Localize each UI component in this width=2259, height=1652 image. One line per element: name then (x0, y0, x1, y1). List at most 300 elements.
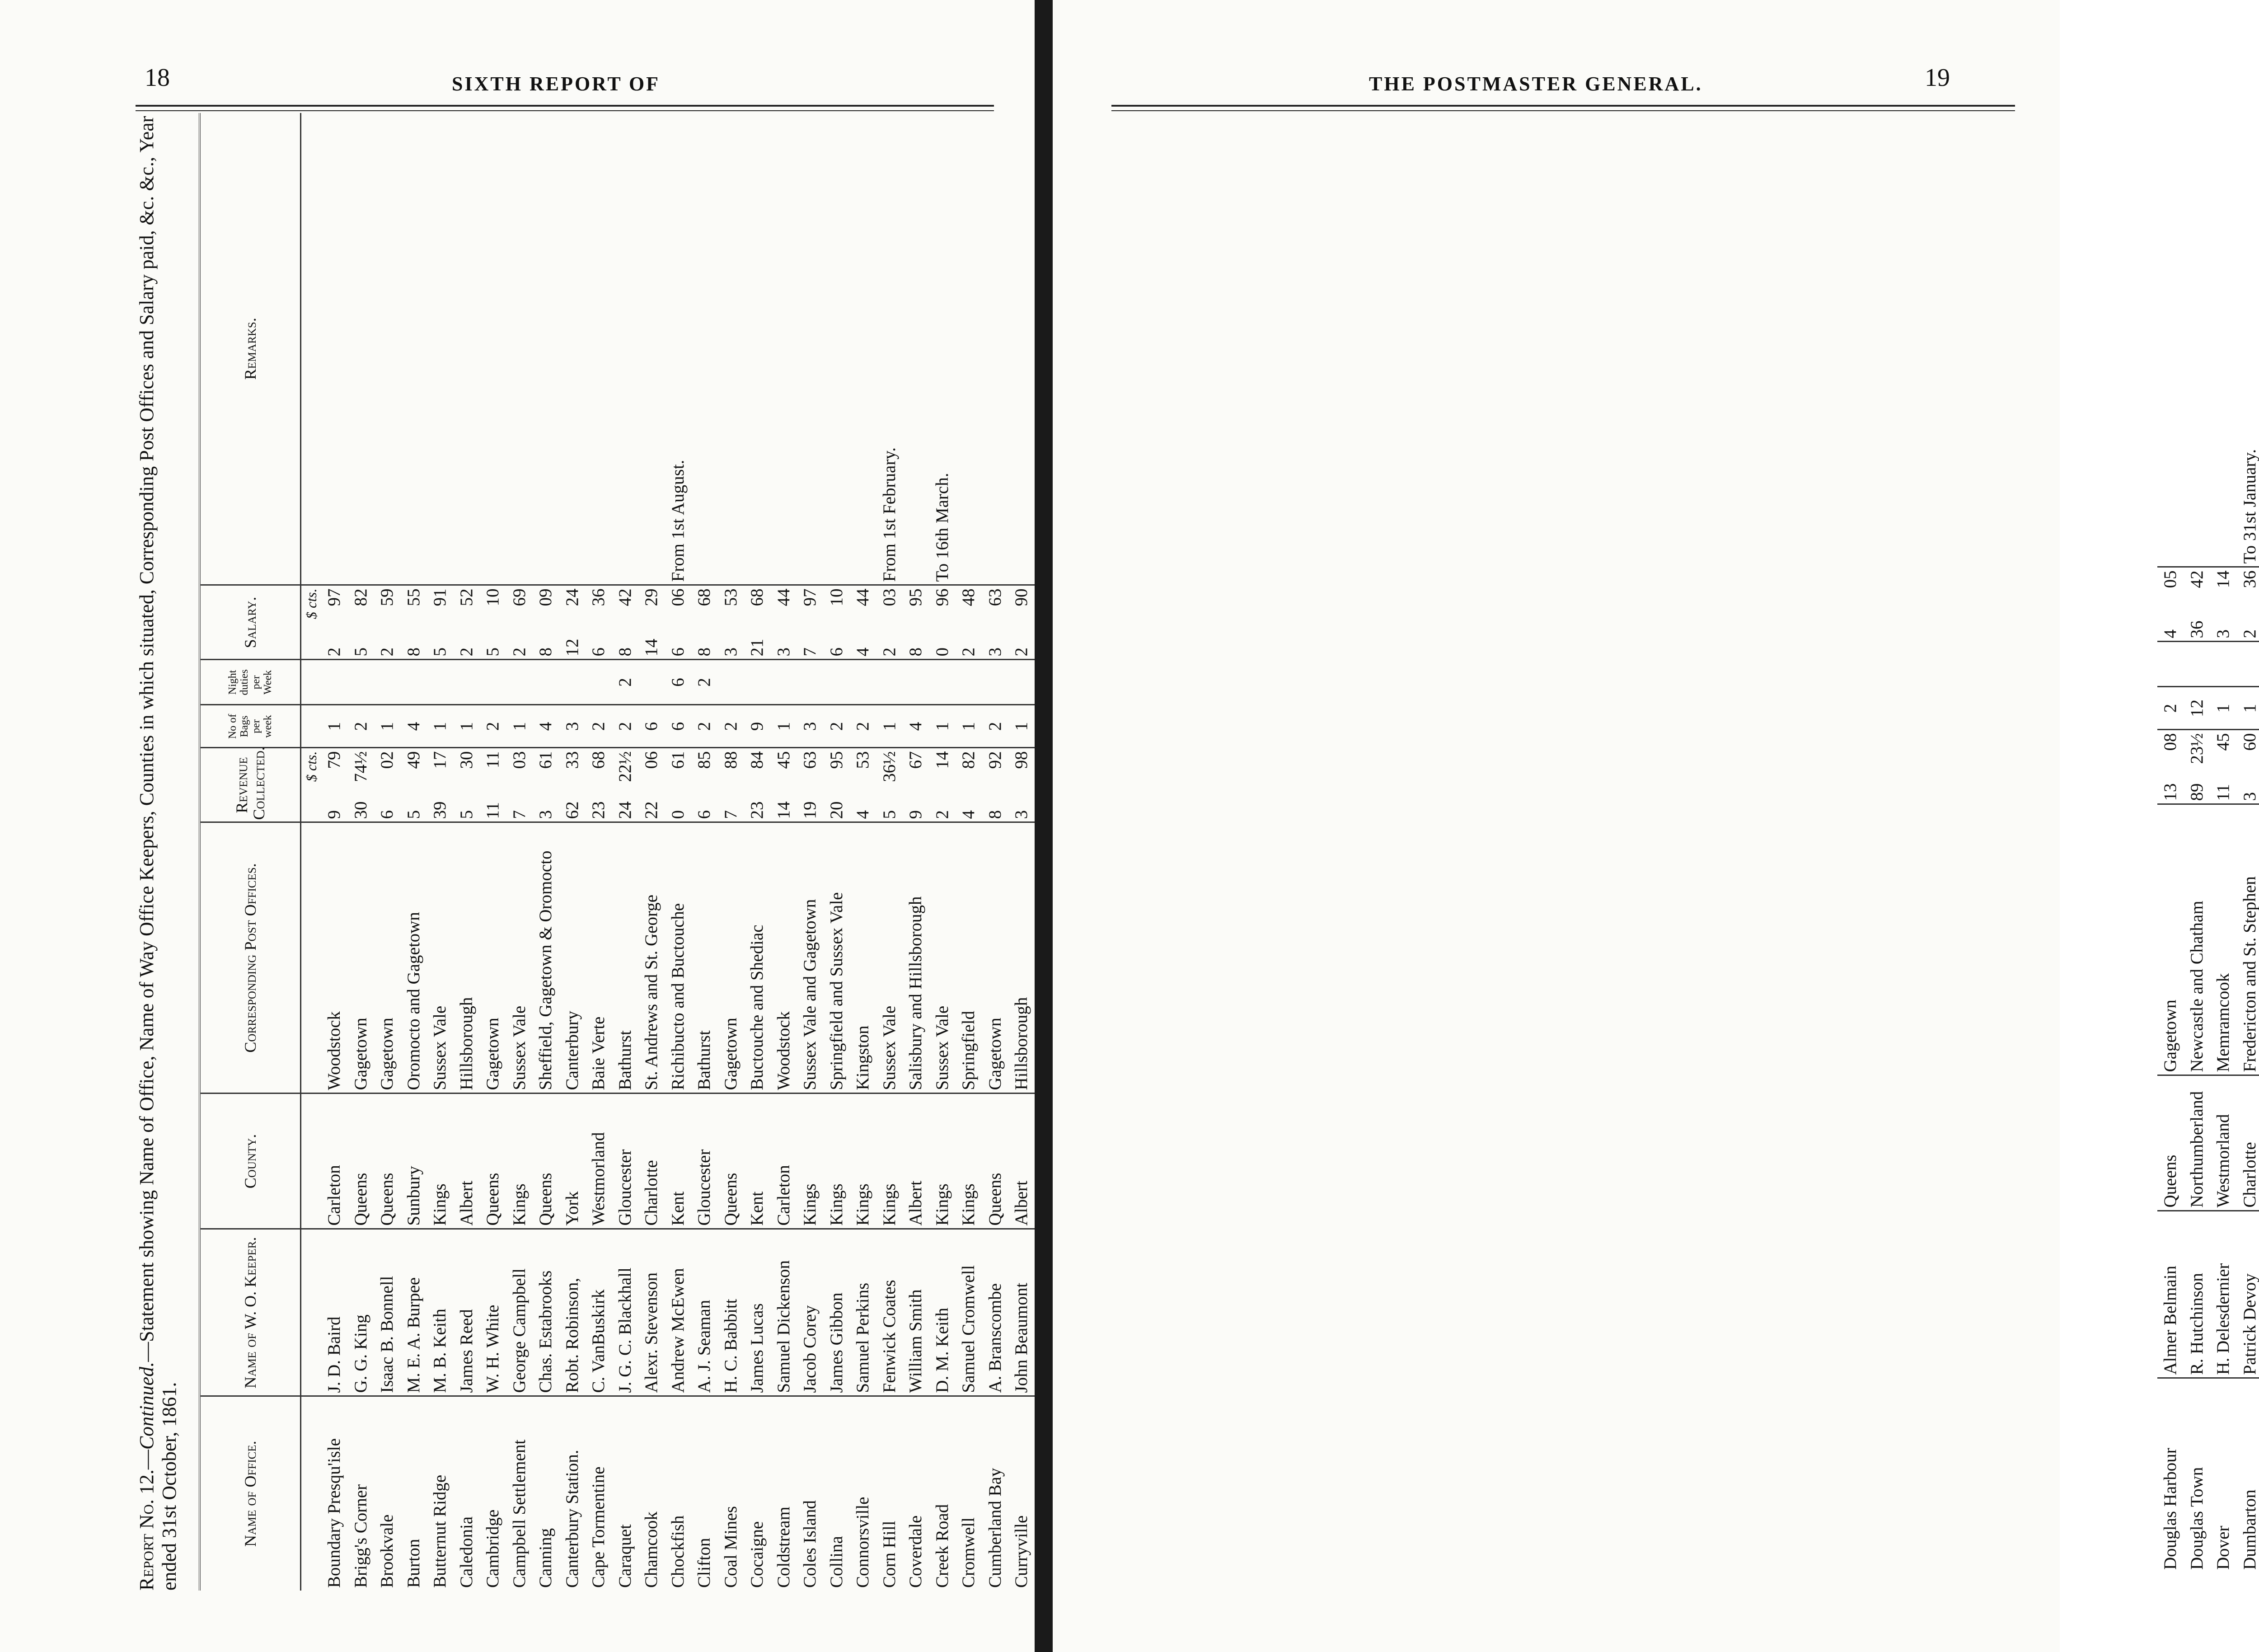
revenue-dollars: 20 (826, 801, 846, 819)
corresponding-office-cell: Sussex Vale and Gagetown (797, 822, 824, 1094)
salary-cents: 42 (615, 588, 635, 606)
county-cell: Queens (480, 1094, 506, 1229)
revenue-cell (1008, 748, 1035, 822)
office-name-cell: Coal Mines (721, 1506, 741, 1588)
keeper-name-cell: Chas. Estabrooks (533, 1229, 559, 1396)
salary-cents: 63 (985, 588, 1005, 606)
remarks-cell (374, 113, 401, 585)
table-row (454, 113, 480, 1591)
night-duties-cell (2184, 642, 2211, 687)
salary-cell (2210, 567, 2237, 642)
salary-cents: 68 (747, 588, 767, 606)
office-name-cell: Butternut Ridge (430, 1474, 450, 1588)
office-name-cell: Brigg's Corner (351, 1484, 370, 1588)
salary-dollars: 2 (879, 648, 899, 657)
salary-cell (2157, 567, 2184, 642)
table-row (929, 113, 956, 1591)
bags-per-week-cell: 1 (2210, 687, 2237, 730)
salary-cents: 29 (642, 588, 661, 606)
salary-cents: 48 (959, 588, 978, 606)
office-name-cell: Coldstream (773, 1507, 793, 1588)
bags-per-week-cell: 1 (1008, 705, 1035, 748)
table-row (850, 113, 876, 1591)
salary-cents: 90 (1012, 588, 1031, 606)
salary-cell (401, 585, 427, 660)
remarks-cell (586, 113, 612, 585)
revenue-dollars: 24 (615, 801, 635, 819)
revenue-cell (2157, 730, 2184, 804)
remarks-cell (744, 113, 771, 585)
night-duties-cell (876, 660, 903, 705)
salary-cell (929, 585, 956, 660)
office-name-cell: Coverdale (906, 1515, 925, 1588)
keeper-name-cell: J. D. Baird (321, 1229, 348, 1396)
county-cell: Kent (744, 1094, 771, 1229)
night-duties-cell: 6 (665, 660, 692, 705)
night-duties-cell (374, 660, 401, 705)
header-revenue: Revenue Collected. (200, 748, 301, 822)
remarks-cell (824, 113, 850, 585)
salary-cents: 96 (932, 588, 952, 606)
table-row (771, 113, 797, 1591)
revenue-dollars: 13 (2161, 783, 2180, 801)
corresponding-office-cell: Kingston (850, 822, 876, 1094)
table-row (427, 113, 454, 1591)
revenue-cell (876, 748, 903, 822)
corresponding-office-cell: Fredericton and St. Stephen (2237, 804, 2259, 1075)
salary-dollars: 0 (932, 648, 952, 657)
page-number: 18 (145, 64, 170, 92)
county-cell: Albert (903, 1094, 929, 1229)
corresponding-office-cell: Salisbury and Hillsborough (903, 822, 929, 1094)
revenue-cents: 74½ (351, 751, 370, 782)
salary-cents: 69 (509, 588, 529, 606)
remarks-cell (401, 113, 427, 585)
rotated-table-block (2161, 127, 2259, 1572)
bags-per-week-cell: 9 (744, 705, 771, 748)
salary-cents: 36 (589, 588, 608, 606)
salary-dollars: 2 (324, 648, 344, 657)
corresponding-office-cell: Sussex Vale (876, 822, 903, 1094)
keeper-name-cell: William Smith (903, 1229, 929, 1396)
revenue-cell (401, 748, 427, 822)
keeper-name-cell: R. Hutchinson (2184, 1211, 2211, 1378)
keeper-name-cell: Samuel Cromwell (956, 1229, 982, 1396)
revenue-cell (982, 748, 1009, 822)
salary-cell (982, 585, 1009, 660)
night-duties-cell (427, 660, 454, 705)
running-head: SIXTH REPORT OF (452, 73, 661, 95)
corresponding-office-cell: Woodstock (771, 822, 797, 1094)
county-cell: Kings (876, 1094, 903, 1229)
keeper-name-cell: D. M. Keith (929, 1229, 956, 1396)
revenue-cents: 53 (853, 751, 872, 769)
revenue-cents: 11 (483, 751, 502, 769)
salary-cell (559, 585, 586, 660)
revenue-cell (638, 748, 665, 822)
night-duties-cell (321, 660, 348, 705)
office-name-cell: Cape Tormentine (589, 1466, 608, 1588)
office-name-cell: Dumbarton (2240, 1489, 2259, 1570)
revenue-dollars: 3 (536, 810, 555, 819)
bags-per-week-cell: 1 (506, 705, 533, 748)
salary-units: $ cts. (301, 585, 322, 660)
revenue-cents: 61 (668, 751, 688, 769)
keeper-name-cell: M. B. Keith (427, 1229, 454, 1396)
salary-dollars: 5 (351, 648, 370, 657)
remarks-cell (348, 113, 375, 585)
salary-dollars: 3 (985, 648, 1005, 657)
revenue-dollars: 0 (668, 810, 688, 819)
bags-per-week-cell: 2 (691, 705, 718, 748)
revenue-cell (903, 748, 929, 822)
table-row (374, 113, 401, 1591)
revenue-cents: 33 (562, 751, 582, 769)
revenue-dollars: 6 (377, 810, 397, 819)
revenue-cell (559, 748, 586, 822)
revenue-cents: 36½ (879, 751, 899, 782)
salary-cents: 14 (2213, 570, 2233, 588)
bags-per-week-cell: 1 (454, 705, 480, 748)
night-duties-cell (454, 660, 480, 705)
revenue-cell (956, 748, 982, 822)
revenue-dollars: 3 (1012, 810, 1031, 819)
salary-cents: 36 (2240, 570, 2259, 588)
revenue-cents: 30 (456, 751, 476, 769)
revenue-cell (506, 748, 533, 822)
bags-per-week-cell: 2 (824, 705, 850, 748)
table-row (744, 113, 771, 1591)
remarks-cell (982, 113, 1009, 585)
office-name-cell: Curryville (1012, 1515, 1031, 1588)
salary-cents: 55 (403, 588, 423, 606)
night-duties-cell (506, 660, 533, 705)
office-name-cell: Cumberland Bay (985, 1468, 1005, 1588)
bags-per-week-cell: 2 (480, 705, 506, 748)
county-cell: Queens (2157, 1075, 2184, 1211)
table-row (533, 113, 559, 1591)
salary-cents: 97 (800, 588, 820, 606)
revenue-dollars: 9 (324, 810, 344, 819)
table-row (876, 113, 903, 1591)
revenue-dollars: 39 (430, 801, 450, 819)
night-duties-cell (771, 660, 797, 705)
night-duties-cell (533, 660, 559, 705)
salary-cents: 24 (562, 588, 582, 606)
header-rule (136, 105, 994, 107)
night-duties-cell (824, 660, 850, 705)
salary-dollars: 3 (773, 648, 793, 657)
units-row (301, 113, 322, 1591)
table-row (348, 113, 375, 1591)
night-duties-cell (638, 660, 665, 705)
table-row (691, 113, 718, 1591)
salary-cell (506, 585, 533, 660)
corresponding-office-cell: St. Andrews and St. George (638, 822, 665, 1094)
header-corresponding: Corresponding Post Offices. (200, 822, 301, 1094)
remarks-cell (771, 113, 797, 585)
table-row (2184, 127, 2211, 1572)
revenue-cell (718, 748, 745, 822)
revenue-dollars: 5 (879, 810, 899, 819)
county-cell: Carleton (771, 1094, 797, 1229)
caption-continued: Continued. (136, 1361, 158, 1450)
keeper-name-cell: C. VanBuskirk (586, 1229, 612, 1396)
corresponding-office-cell: Bathurst (691, 822, 718, 1094)
header-keeper: Name of W. O. Keeper. (200, 1229, 301, 1396)
night-duties-cell (929, 660, 956, 705)
corresponding-office-cell: Baie Verte (586, 822, 612, 1094)
bags-per-week-cell: 1 (2237, 687, 2259, 730)
revenue-cents: 95 (826, 751, 846, 769)
salary-cents: 05 (2161, 570, 2180, 588)
revenue-dollars: 3 (2240, 792, 2259, 801)
county-cell: Gloucester (612, 1094, 639, 1229)
corresponding-office-cell: Gagetown (348, 822, 375, 1094)
revenue-cents: 84 (747, 751, 767, 769)
book-gutter (1035, 0, 1053, 1652)
office-name-cell: Coles Island (800, 1500, 820, 1588)
county-cell: Albert (1008, 1094, 1035, 1229)
bags-per-week-cell: 4 (903, 705, 929, 748)
office-name-cell: Campbell Settlement (509, 1439, 529, 1588)
county-cell: Kings (824, 1094, 850, 1229)
bags-per-week-cell: 6 (665, 705, 692, 748)
salary-cell (533, 585, 559, 660)
office-name-cell: Chamcook (642, 1511, 661, 1588)
salary-cell (374, 585, 401, 660)
revenue-cents: 85 (694, 751, 714, 769)
office-name-cell: Burton (403, 1539, 423, 1588)
corresponding-office-cell: Gagetown (2157, 804, 2184, 1075)
revenue-cell (2184, 730, 2211, 804)
revenue-dollars: 19 (800, 801, 820, 819)
office-name-cell: Cocaigne (747, 1521, 767, 1588)
revenue-cents: 98 (1012, 751, 1031, 769)
salary-cell (586, 585, 612, 660)
office-name-cell: Chockfish (668, 1515, 688, 1588)
salary-dollars: 2 (2240, 629, 2259, 638)
keeper-name-cell: J. G. C. Blackhall (612, 1229, 639, 1396)
table-row (586, 113, 612, 1591)
county-cell: Gloucester (691, 1094, 718, 1229)
remarks-cell (480, 113, 506, 585)
bags-per-week-cell: 1 (771, 705, 797, 748)
revenue-cell (427, 748, 454, 822)
keeper-name-cell: H. Delesdernier (2210, 1211, 2237, 1378)
table-row (559, 113, 586, 1591)
header-remarks: Remarks. (200, 113, 301, 585)
county-cell: Kings (956, 1094, 982, 1229)
salary-dollars: 2 (1012, 648, 1031, 657)
salary-cell (691, 585, 718, 660)
corresponding-office-cell: Oromocto and Gagetown (401, 822, 427, 1094)
county-cell: York (559, 1094, 586, 1229)
remarks-cell: From 1st February. (876, 113, 903, 585)
salary-cents: 53 (721, 588, 741, 606)
rotated-table-block (131, 113, 1031, 1591)
keeper-name-cell: Jacob Corey (797, 1229, 824, 1396)
office-name-cell: Canterbury Station. (562, 1450, 582, 1588)
keeper-name-cell: James Lucas (744, 1229, 771, 1396)
revenue-cents: 06 (642, 751, 661, 769)
salary-cell (1008, 585, 1035, 660)
keeper-name-cell: Isaac B. Bonnell (374, 1229, 401, 1396)
table-body (2157, 127, 2259, 1572)
remarks-cell (850, 113, 876, 585)
salary-cell (665, 585, 692, 660)
salary-dollars: 2 (509, 648, 529, 657)
revenue-cents: 68 (589, 751, 608, 769)
remarks-cell: To 16th March. (929, 113, 956, 585)
revenue-dollars: 30 (351, 801, 370, 819)
table-row (665, 113, 692, 1591)
keeper-name-cell: John Beaumont (1008, 1229, 1035, 1396)
salary-dollars: 3 (721, 648, 741, 657)
salary-cell (612, 585, 639, 660)
revenue-cell (454, 748, 480, 822)
county-cell: Queens (718, 1094, 745, 1229)
salary-dollars: 8 (906, 648, 925, 657)
remarks-cell (533, 113, 559, 585)
office-name-cell: Canning (536, 1528, 555, 1588)
salary-cell (850, 585, 876, 660)
table-row (824, 113, 850, 1591)
night-duties-cell: 2 (612, 660, 639, 705)
revenue-cell (480, 748, 506, 822)
statement-table (2157, 127, 2259, 1572)
revenue-dollars: 4 (853, 810, 872, 819)
revenue-dollars: 22 (642, 801, 661, 819)
night-duties-cell (559, 660, 586, 705)
keeper-name-cell: Patrick Devoy (2237, 1211, 2259, 1378)
remarks-cell (321, 113, 348, 585)
corresponding-office-cell: Hillsborough (454, 822, 480, 1094)
remarks-cell (956, 113, 982, 585)
corresponding-office-cell: Richibucto and Buctouche (665, 822, 692, 1094)
revenue-cents: 88 (721, 751, 741, 769)
revenue-dollars: 4 (959, 810, 978, 819)
salary-dollars: 4 (2161, 629, 2180, 638)
revenue-cents: 22½ (615, 751, 635, 782)
county-cell: Kings (506, 1094, 533, 1229)
revenue-cell (374, 748, 401, 822)
corresponding-office-cell: Bathurst (612, 822, 639, 1094)
revenue-cents: 14 (932, 751, 952, 769)
bags-per-week-cell: 6 (638, 705, 665, 748)
revenue-dollars: 11 (2213, 784, 2233, 801)
county-cell: Kent (665, 1094, 692, 1229)
office-name-cell: Clifton (694, 1538, 714, 1588)
revenue-cell (665, 748, 692, 822)
salary-dollars: 2 (456, 648, 476, 657)
salary-cents: 06 (668, 588, 688, 606)
remarks-cell (1008, 113, 1035, 585)
office-name-cell: Caledonia (456, 1516, 476, 1588)
header-rule (1111, 110, 2015, 111)
table-row (956, 113, 982, 1591)
county-cell: Westmorland (586, 1094, 612, 1229)
office-name-cell: Dover (2213, 1525, 2233, 1570)
county-cell: Kings (929, 1094, 956, 1229)
revenue-cell (744, 748, 771, 822)
night-duties-cell (586, 660, 612, 705)
bags-per-week-cell: 2 (586, 705, 612, 748)
revenue-dollars: 11 (483, 802, 502, 819)
running-head: THE POSTMASTER GENERAL. (1369, 73, 1703, 95)
caption-lead: Report No. 12. (136, 1469, 158, 1591)
night-duties-cell: 2 (691, 660, 718, 705)
revenue-cents: 49 (403, 751, 423, 769)
keeper-name-cell: W. H. White (480, 1229, 506, 1396)
revenue-cents: 60 (2240, 733, 2259, 751)
night-duties-cell (2237, 642, 2259, 687)
salary-dollars: 6 (589, 648, 608, 657)
county-cell: Queens (982, 1094, 1009, 1229)
night-duties-cell (982, 660, 1009, 705)
bags-per-week-cell: 1 (321, 705, 348, 748)
county-cell: Kings (850, 1094, 876, 1229)
revenue-cents: 61 (536, 751, 555, 769)
remarks-cell (427, 113, 454, 585)
corresponding-office-cell: Gagetown (374, 822, 401, 1094)
night-duties-cell (903, 660, 929, 705)
bags-per-week-cell: 12 (2184, 687, 2211, 730)
keeper-name-cell: Alexr. Stevenson (638, 1229, 665, 1396)
revenue-cell (797, 748, 824, 822)
office-name-cell: Caraquet (615, 1524, 635, 1588)
salary-dollars: 7 (800, 648, 820, 657)
revenue-cell (348, 748, 375, 822)
table-row (612, 113, 639, 1591)
revenue-cell (321, 748, 348, 822)
revenue-dollars: 5 (403, 810, 423, 819)
revenue-dollars: 7 (509, 810, 529, 819)
county-cell: Albert (454, 1094, 480, 1229)
revenue-cents: 63 (800, 751, 820, 769)
revenue-cell (2237, 730, 2259, 804)
salary-cell (797, 585, 824, 660)
remarks-cell: From 1st August. (665, 113, 692, 585)
salary-cell (427, 585, 454, 660)
table-row (638, 113, 665, 1591)
remarks-cell (718, 113, 745, 585)
office-name-cell: Douglas Harbour (2161, 1448, 2180, 1570)
remarks-cell (903, 113, 929, 585)
salary-dollars: 6 (826, 648, 846, 657)
revenue-cell (612, 748, 639, 822)
revenue-dollars: 7 (721, 810, 741, 819)
salary-cents: 10 (483, 588, 502, 606)
salary-cell (771, 585, 797, 660)
header-salary: Salary. (200, 585, 301, 660)
left-page (0, 0, 1035, 1652)
revenue-dollars: 62 (562, 801, 582, 819)
table-row (506, 113, 533, 1591)
office-name-cell: Collina (826, 1536, 846, 1588)
county-cell: Kings (427, 1094, 454, 1229)
remarks-cell (2184, 127, 2211, 567)
header-rule (136, 110, 994, 111)
keeper-name-cell: James Gibbon (824, 1229, 850, 1396)
bags-per-week-cell: 3 (559, 705, 586, 748)
header-night: Night duties per Week (200, 660, 301, 705)
revenue-cents: 45 (773, 751, 793, 769)
night-duties-cell (2157, 642, 2184, 687)
county-cell: Queens (533, 1094, 559, 1229)
office-name-cell: Cambridge (483, 1509, 502, 1588)
revenue-dollars: 8 (985, 810, 1005, 819)
